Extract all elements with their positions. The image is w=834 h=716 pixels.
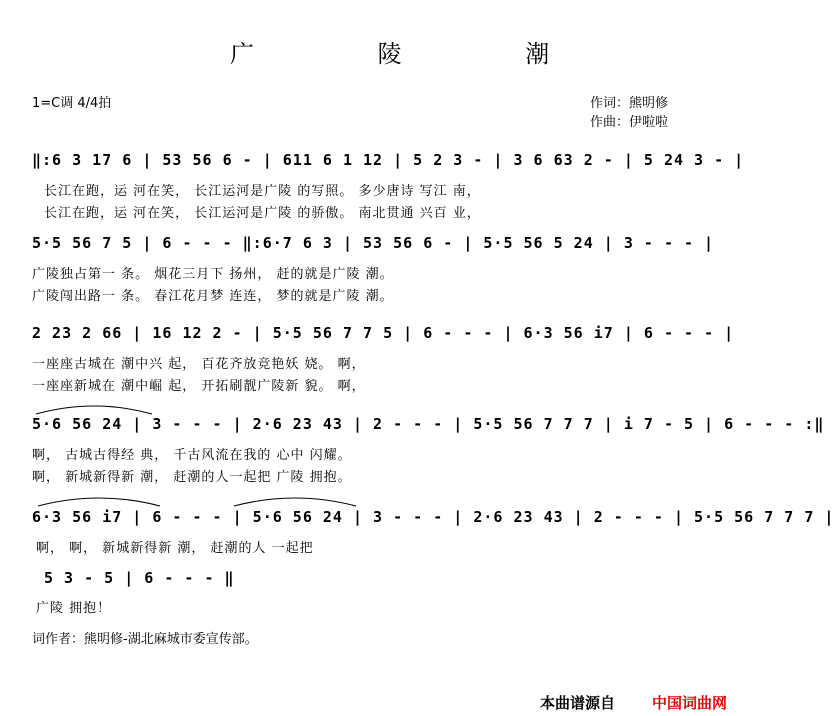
lyric-line: 长江在跑，运 河在笑， 长江运河是广陵 的写照。 多少唐诗 写江 南， [44,184,481,199]
lyric-line: 啊， 啊， 新城新得新 潮， 赶潮的人 一起把 [36,541,314,556]
lyric-line: 啊， 古城古得经 典， 千古风流在我的 心中 闪耀。 [32,448,352,463]
lyric-line: 广陵独占第一 条。 烟花三月下 扬州， 赶的就是广陵 潮。 [32,267,394,282]
notation-row: 6·3 56 i7 | 6 - - - | 5·6 56 24 | 3 - - - | 2·6 23 43 | 2 - - - | 5·5 56 7 7 7 | [32,508,834,526]
lyric-line: 一座座古城在 潮中兴 起， 百花齐放竞艳妖 娆。 啊， [32,357,366,372]
notation-row: 5·6 56 24 | 3 - - - | 2·6 23 43 | 2 - - - | 5·5 56 7 7 7 | i 7 - 5 | 6 - - - :‖ [32,415,825,433]
lyric-line: 广陵闯出路一 条。 春江花月梦 连连， 梦的就是广陵 潮。 [32,289,394,304]
key-signature: 1=C调 4/4拍 [32,96,112,111]
lyricist: 作词：熊明修 [590,96,669,111]
slur-arc [36,494,162,508]
page-title: 广 陵 潮 [230,40,608,68]
lyric-line: 啊， 新城新得新 潮， 赶潮的人一起把 广陵 拥抱。 [32,470,352,485]
slur-arc [232,494,358,508]
lyricist-credit: 词作者：熊明修-湖北麻城市委宣传部。 [32,632,258,647]
composer: 作曲：伊啦啦 [590,115,669,130]
slur-arc [34,402,154,416]
notation-row: ‖:6 3 17 6 | 53 56 6 - | 611 6 1 12 | 5 2 3 - | 3 6 63 2 - | 5 24 3 - | [32,151,745,169]
lyric-line: 一座座新城在 潮中崛 起， 开拓刷靓广陵新 貌。 啊， [32,379,366,394]
notation-row: 2 23 2 66 | 16 12 2 - | 5·5 56 7 7 5 | 6 - - - | 6·3 56 i7 | 6 - - - | [32,324,735,342]
notation-row: 5 3 - 5 | 6 - - - ‖ [44,569,235,587]
notation-row: 5·5 56 7 5 | 6 - - - ‖:6·7 6 3 | 53 56 6 - | 5·5 56 5 24 | 3 - - - | [32,234,715,252]
source-label: 本曲谱源自 [540,694,616,712]
site-watermark: 中国词曲网 [652,694,728,712]
lyric-line: 广陵 拥抱！ [36,601,112,616]
lyric-line: 长江在跑，运 河在笑， 长江运河是广陵 的骄傲。 南北贯通 兴百 业， [44,206,481,221]
